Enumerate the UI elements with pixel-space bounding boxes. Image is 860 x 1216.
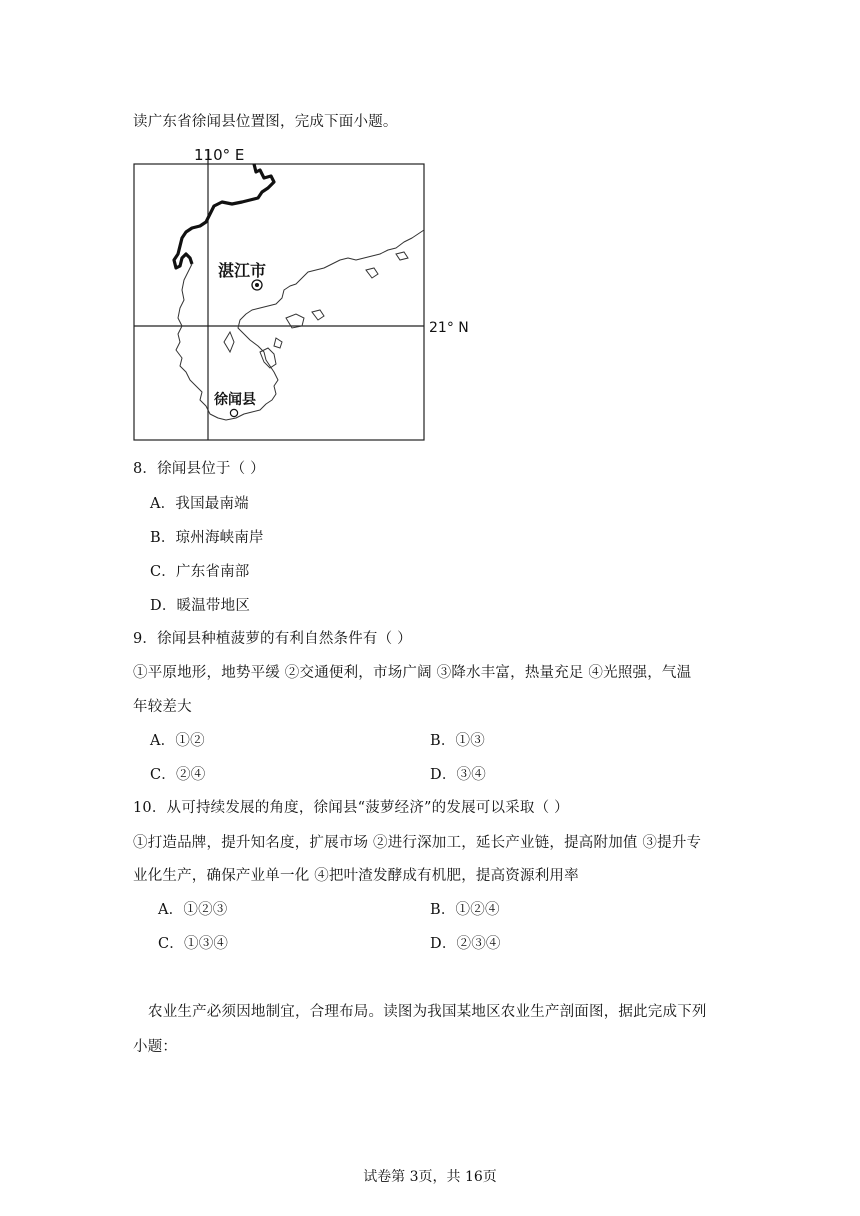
island-2	[312, 310, 324, 320]
county-label: 徐闻县	[214, 392, 256, 408]
question-9-text-line: 年较差大	[133, 699, 192, 715]
city-label: 湛江市	[218, 261, 267, 280]
island-4	[274, 338, 282, 348]
question-9-option-a: A．①②	[150, 733, 205, 749]
question-9-text-line: ①平原地形，地势平缓 ②交通便利，市场广阔 ③降水丰富，热量充足 ④光照强，气温	[133, 665, 692, 681]
island-6	[396, 252, 408, 260]
question-9-stem: 9．徐闻县种植菠萝的有利自然条件有（ ）	[133, 631, 412, 647]
question-10-stem: 10．从可持续发展的角度，徐闻县“菠萝经济”的发展可以采取（ ）	[133, 800, 569, 816]
province-border	[174, 164, 274, 268]
intro-2-line: 农业生产必须因地制宜，合理布局。读图为我国某地区农业生产剖面图，据此完成下列	[148, 1004, 707, 1020]
question-9-option-c: C．②④	[150, 767, 206, 783]
location-map	[126, 142, 486, 446]
question-10-option-b: B．①②④	[430, 902, 500, 918]
intro-2-line: 小题：	[133, 1039, 178, 1055]
county-marker	[230, 409, 237, 416]
island-5	[366, 268, 378, 278]
question-9-option-b: B．①③	[430, 733, 485, 749]
question-8-stem: 8．徐闻县位于（ ）	[133, 461, 265, 477]
map-frame	[134, 164, 424, 440]
question-10-text-line: ①打造品牌，提升知名度，扩展市场 ②进行深加工，延长产业链，提高附加值 ③提升专	[133, 835, 702, 851]
question-8-option-b: B．琼州海峡南岸	[150, 530, 264, 546]
lat-label: 21° N	[429, 320, 469, 336]
question-9-option-d: D．③④	[430, 767, 486, 783]
lon-label: 110° E	[194, 146, 245, 164]
question-10-option-c: C．①③④	[158, 936, 229, 952]
island-3	[260, 348, 276, 368]
peninsula-bay	[224, 332, 234, 352]
question-8-option-d: D．暖温带地区	[150, 598, 251, 614]
question-10-option-d: D．②③④	[430, 936, 501, 952]
intro-text: 读广东省徐闻县位置图，完成下面小题。	[133, 114, 398, 130]
question-8-option-a: A．我国最南端	[150, 496, 249, 512]
question-8-option-c: C．广东省南部	[150, 564, 250, 580]
page-footer: 试卷第 3页，共 16页	[363, 1169, 497, 1185]
question-10-option-a: A．①②③	[158, 902, 228, 918]
city-marker-inner	[255, 283, 259, 287]
question-10-text-line: 业化生产，确保产业单一化 ④把叶渣发酵成有机肥，提高资源利用率	[133, 868, 579, 884]
